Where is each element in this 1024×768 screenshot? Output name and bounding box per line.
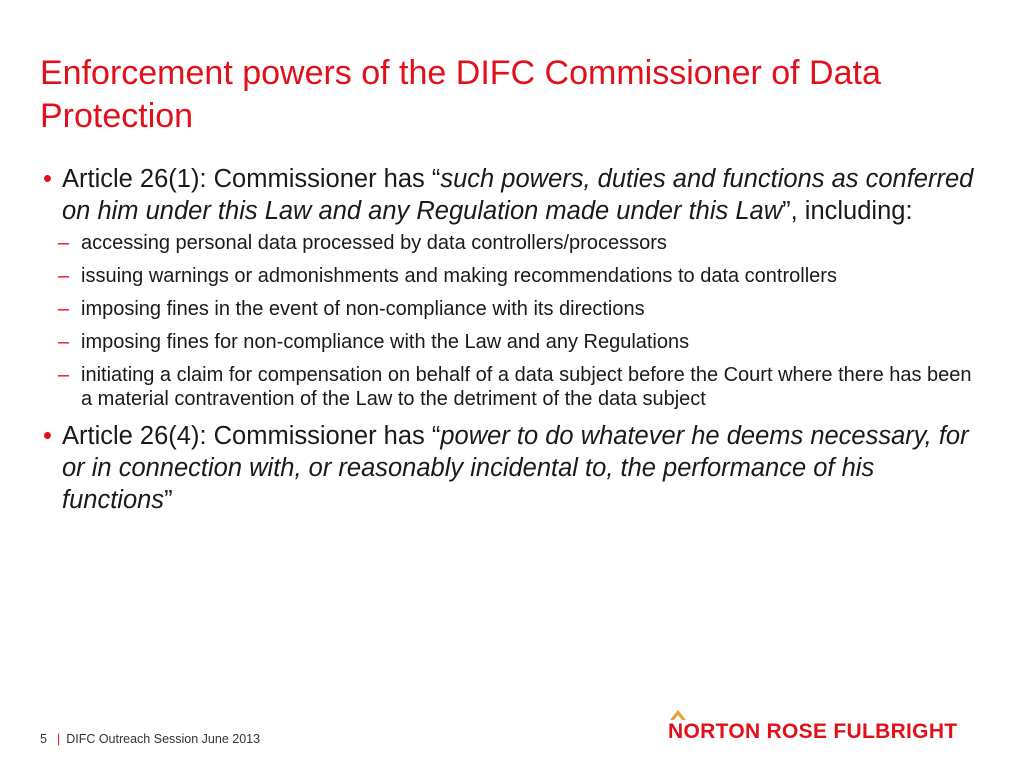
logo-wordmark: NORTON ROSE FULBRIGHT [668, 720, 958, 743]
footer-session: DIFC Outreach Session June 2013 [66, 732, 261, 746]
bullet-marker: • [43, 422, 52, 450]
bullet-prefix: Article 26(4): Commissioner has “ [62, 422, 441, 450]
dash-marker: – [58, 364, 70, 386]
sub-bullet-text: issuing warnings or admonishments and making recommendations to data controllers [81, 265, 837, 287]
sub-bullet-item [40, 231, 985, 255]
dash-marker: – [58, 298, 70, 320]
dash-marker: – [58, 265, 70, 287]
sub-bullet-item [40, 363, 985, 411]
sub-bullet-text: imposing fines for non-compliance with the Law and any Regulations [81, 331, 690, 353]
slide-title: Enforcement powers of the DIFC Commissioner of Data Protection [40, 54, 881, 135]
page-number: 5 [40, 732, 47, 746]
dash-marker: – [58, 331, 70, 353]
bullet-prefix: Article 26(1): Commissioner has “ [62, 165, 441, 193]
footer-separator: | [56, 732, 61, 746]
sub-bullet-text: initiating a claim for compensation on behalf of a data subject before the Court where there has been a material contravention of the Law to the detriment of the data subject [81, 364, 972, 410]
slide-content [40, 163, 985, 520]
sub-bullet-item [40, 264, 985, 288]
bullet-quote: such powers, duties and functions as conferred on him under this Law and any Regulation made under this Law [62, 165, 974, 225]
sub-bullet-text: imposing fines in the event of non-compliance with its directions [81, 298, 645, 320]
sub-bullet-list [40, 231, 985, 411]
bullet-marker: • [43, 165, 52, 193]
bullet-suffix: ”, including: [782, 197, 913, 225]
bullet-article-26-4 [40, 420, 985, 516]
sub-bullet-text: accessing personal data processed by data controllers/processors [81, 232, 667, 254]
bullet-suffix: ” [164, 486, 173, 514]
sub-bullet-item [40, 330, 985, 354]
sub-bullet-item [40, 297, 985, 321]
norton-rose-fulbright-logo [668, 708, 988, 748]
bullet-quote: power to do whatever he deems necessary, for or in connection with, or reasonably incidental to, the performance of his functions [62, 422, 969, 514]
bullet-article-26-1 [40, 163, 985, 227]
slide-footer [40, 732, 260, 746]
dash-marker: – [58, 232, 70, 254]
